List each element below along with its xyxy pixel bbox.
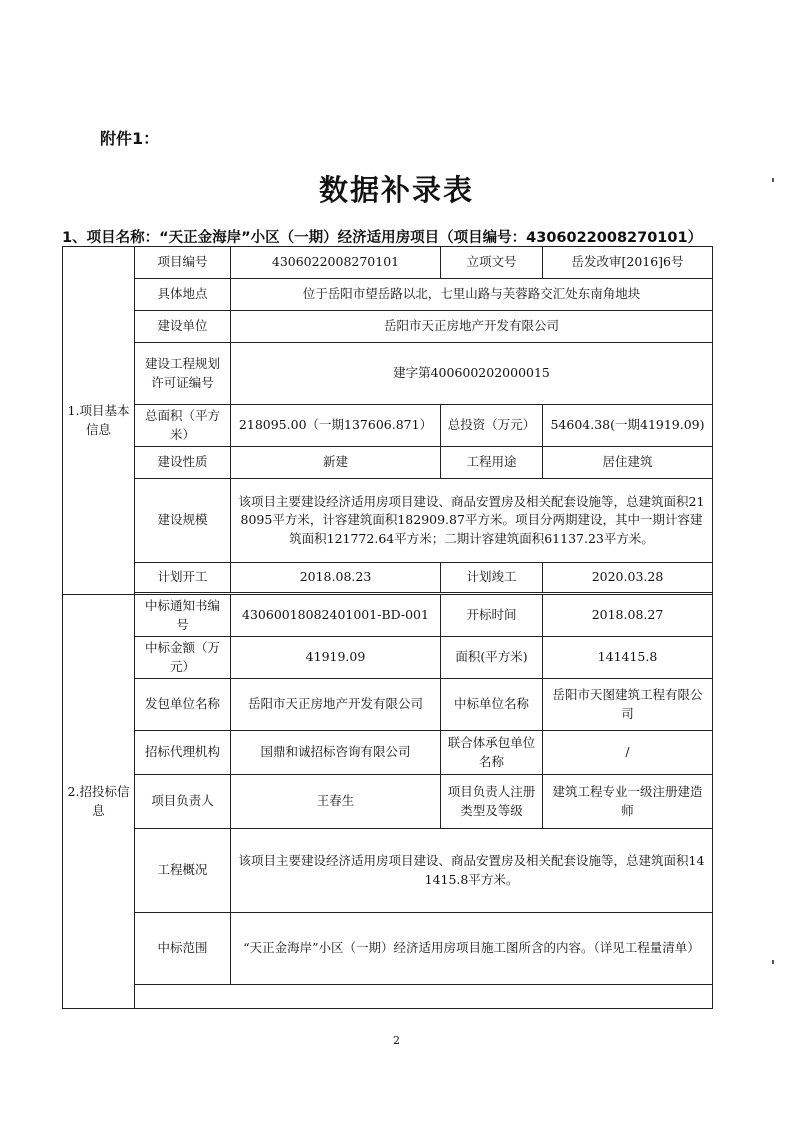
agency-label: 招标代理机构 bbox=[135, 731, 231, 775]
total-area-label: 总面积（平方米） bbox=[135, 405, 231, 447]
scan-speck bbox=[772, 178, 774, 182]
approval-doc-value: 岳发改审[2016]6号 bbox=[543, 247, 713, 279]
plan-start-value: 2018.08.23 bbox=[231, 563, 441, 593]
amount-value: 41919.09 bbox=[231, 637, 441, 679]
plan-start-label: 计划开工 bbox=[135, 563, 231, 593]
permit-value: 建字第400600202000015 bbox=[231, 343, 713, 405]
scope-value: “天正金海岸”小区（一期）经济适用房项目施工图所含的内容。（详见工程量清单） bbox=[231, 913, 713, 985]
table-row bbox=[63, 595, 713, 637]
table-row bbox=[63, 775, 713, 829]
section-basic-info: 1.项目基本信息 bbox=[63, 247, 135, 595]
employer-value: 岳阳市天正房地产开发有限公司 bbox=[231, 679, 441, 731]
table-row bbox=[63, 311, 713, 343]
table-row bbox=[63, 247, 713, 279]
consortium-label: 联合体承包单位名称 bbox=[441, 731, 543, 775]
scale-label: 建设规模 bbox=[135, 479, 231, 563]
manager-value: 王春生 bbox=[231, 775, 441, 829]
area-value: 141415.8 bbox=[543, 637, 713, 679]
notice-no-label: 中标通知书编号 bbox=[135, 595, 231, 637]
overview-label: 工程概况 bbox=[135, 829, 231, 913]
table-row bbox=[63, 679, 713, 731]
table-row bbox=[63, 563, 713, 593]
attachment-label: 附件1： bbox=[100, 129, 160, 148]
winner-label: 中标单位名称 bbox=[441, 679, 543, 731]
scan-speck bbox=[772, 960, 774, 964]
overview-value: 该项目主要建设经济适用房项目建设、商品安置房及相关配套设施等，总建筑面积141415.8平方米。 bbox=[231, 829, 713, 913]
usage-label: 工程用途 bbox=[441, 447, 543, 479]
project-no-label: 项目编号 bbox=[135, 247, 231, 279]
scale-value: 该项目主要建设经济适用房项目建设、商品安置房及相关配套设施等，总建筑面积218095平方米，计容建筑面积182909.87平方米。项目分两期建设，其中一期计容建筑面积121772.64平方米；二期计容建筑面积61137.23平方米。 bbox=[231, 479, 713, 563]
project-name-line: 1、项目名称：“天正金海岸”小区（一期）经济适用房项目（项目编号：4306022008270101） bbox=[62, 230, 703, 246]
bid-open-label: 开标时间 bbox=[441, 595, 543, 637]
total-area-value: 218095.00（一期137606.871） bbox=[231, 405, 441, 447]
plan-finish-value: 2020.03.28 bbox=[543, 563, 713, 593]
location-label: 具体地点 bbox=[135, 279, 231, 311]
location-value: 位于岳阳市望岳路以北，七里山路与芙蓉路交汇处东南角地块 bbox=[231, 279, 713, 311]
builder-value: 岳阳市天正房地产开发有限公司 bbox=[231, 311, 713, 343]
table-row bbox=[63, 405, 713, 447]
data-table bbox=[62, 246, 713, 1009]
area-label: 面积(平方米) bbox=[441, 637, 543, 679]
table-row bbox=[63, 447, 713, 479]
manager-qual-label: 项目负责人注册类型及等级 bbox=[441, 775, 543, 829]
table-row bbox=[63, 829, 713, 913]
table-row bbox=[63, 637, 713, 679]
project-no-value: 4306022008270101 bbox=[231, 247, 441, 279]
nature-value: 新建 bbox=[231, 447, 441, 479]
page-title: 数据补录表 bbox=[318, 173, 474, 207]
page-number: 2 bbox=[393, 1034, 400, 1047]
agency-value: 国鼎和诚招标咨询有限公司 bbox=[231, 731, 441, 775]
table-row bbox=[63, 343, 713, 405]
builder-label: 建设单位 bbox=[135, 311, 231, 343]
approval-doc-label: 立项文号 bbox=[441, 247, 543, 279]
plan-finish-label: 计划竣工 bbox=[441, 563, 543, 593]
table-row bbox=[63, 479, 713, 563]
table-row bbox=[63, 731, 713, 775]
table-row bbox=[63, 279, 713, 311]
manager-qual-value: 建筑工程专业一级注册建造师 bbox=[543, 775, 713, 829]
amount-label: 中标金额（万元） bbox=[135, 637, 231, 679]
table-row bbox=[63, 913, 713, 985]
consortium-value: / bbox=[543, 731, 713, 775]
bid-open-value: 2018.08.27 bbox=[543, 595, 713, 637]
total-invest-label: 总投资（万元） bbox=[441, 405, 543, 447]
section-bidding-info: 2.招投标信息 bbox=[63, 595, 135, 1009]
usage-value: 居住建筑 bbox=[543, 447, 713, 479]
employer-label: 发包单位名称 bbox=[135, 679, 231, 731]
notice-no-value: 43060018082401001-BD-001 bbox=[231, 595, 441, 637]
permit-label: 建设工程规划许可证编号 bbox=[135, 343, 231, 405]
nature-label: 建设性质 bbox=[135, 447, 231, 479]
scope-label: 中标范围 bbox=[135, 913, 231, 985]
total-invest-value: 54604.38(一期41919.09) bbox=[543, 405, 713, 447]
manager-label: 项目负责人 bbox=[135, 775, 231, 829]
winner-value: 岳阳市天图建筑工程有限公司 bbox=[543, 679, 713, 731]
